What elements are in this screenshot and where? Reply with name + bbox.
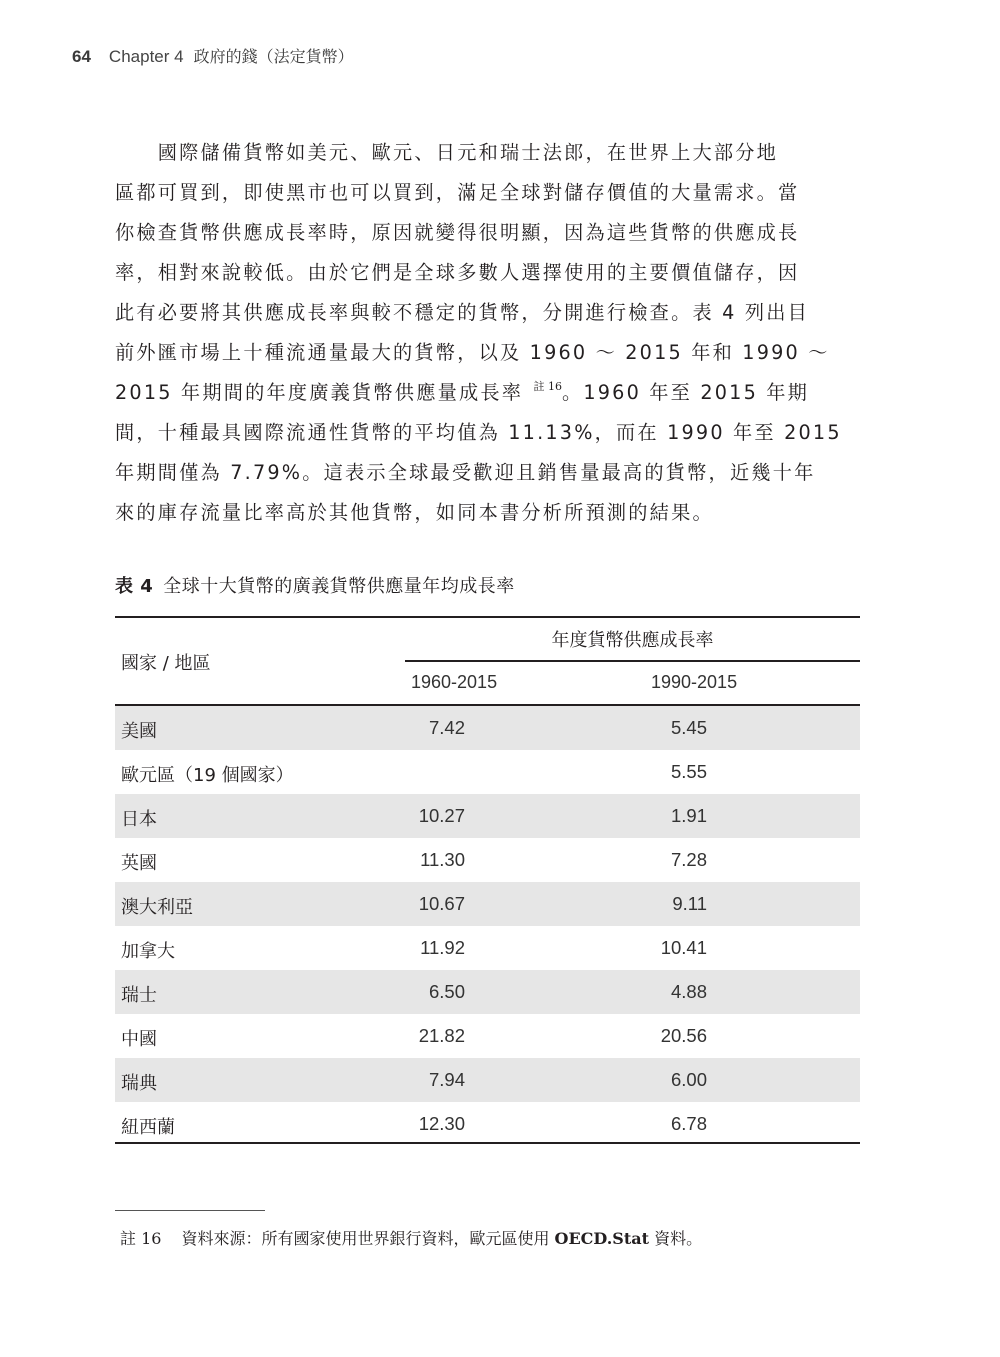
row-value-1960-2015: 6.50 xyxy=(428,981,465,1002)
row-value-1960-2015: 11.92 xyxy=(420,937,465,958)
footnote-text: 資料來源：所有國家使用世界銀行資料，歐元區使用 xyxy=(181,1229,555,1248)
table-row xyxy=(115,1014,860,1058)
table-caption xyxy=(115,572,515,598)
table-top-rule xyxy=(115,616,860,618)
row-country: 中國 xyxy=(121,1029,157,1050)
row-value-1990-2015: 6.78 xyxy=(670,1113,707,1134)
header-country: 國家 / 地區 xyxy=(121,653,211,674)
table-row xyxy=(115,926,860,970)
footnote-label: 註 16 xyxy=(120,1229,162,1248)
row-value-1990-2015: 5.55 xyxy=(670,761,707,782)
table-row xyxy=(115,1058,860,1102)
row-value-1990-2015: 4.88 xyxy=(670,981,707,1002)
table-bottom-rule xyxy=(115,1142,860,1144)
header-group-rule xyxy=(405,660,860,662)
text-line xyxy=(115,373,860,413)
row-value-1990-2015: 10.41 xyxy=(660,937,707,958)
text-line: 你檢查貨幣供應成長率時，原因就變得很明顯，因為這些貨幣的供應成長 xyxy=(115,221,800,244)
row-value-1990-2015: 9.11 xyxy=(672,893,707,914)
row-country: 紐西蘭 xyxy=(121,1117,175,1138)
footnote-reference[interactable]: 註 16 xyxy=(533,380,562,393)
text-line: 區都可買到，即使黑市也可以買到，滿足全球對儲存價值的大量需求。當 xyxy=(115,181,800,204)
text-line: 前外匯市場上十種流通量最大的貨幣，以及 1960 ～ 2015 年和 1990 ～ xyxy=(115,341,830,364)
row-country: 澳大利亞 xyxy=(121,897,193,918)
text-line: 率，相對來說較低。由於它們是全球多數人選擇使用的主要價值儲存，因 xyxy=(115,261,800,284)
table-row xyxy=(115,1102,860,1146)
footnote-source: OECD.Stat xyxy=(554,1229,649,1248)
table-row xyxy=(115,970,860,1014)
row-value-1990-2015: 5.45 xyxy=(670,717,707,738)
text-line: 國際儲備貨幣如美元、歐元、日元和瑞士法郎，在世界上大部分地 xyxy=(115,141,779,164)
page-number: 64 xyxy=(72,47,91,66)
text-line-part: 2015 年期間的年度廣義貨幣供應量成長率 xyxy=(115,381,524,404)
row-value-1990-2015: 1.91 xyxy=(670,805,707,826)
row-value-1960-2015: 10.27 xyxy=(418,805,465,826)
row-value-1990-2015: 6.00 xyxy=(670,1069,707,1090)
text-line: 此有必要將其供應成長率與較不穩定的貨幣，分開進行檢查。表 4 列出目 xyxy=(115,301,810,324)
chapter-label: Chapter 4 xyxy=(108,47,184,66)
row-country: 美國 xyxy=(121,721,157,742)
table-row xyxy=(115,750,860,794)
footnote xyxy=(120,1226,702,1249)
row-value-1960-2015: 21.82 xyxy=(418,1025,465,1046)
table-row xyxy=(115,706,860,750)
row-country: 英國 xyxy=(121,853,157,874)
row-country: 歐元區（19 個國家） xyxy=(121,765,294,786)
row-country: 加拿大 xyxy=(121,941,175,962)
table-row xyxy=(115,882,860,926)
footnote-separator xyxy=(115,1210,265,1211)
row-value-1960-2015: 7.42 xyxy=(428,717,465,738)
text-line: 間，十種最具國際流通性貨幣的平均值為 11.13%，而在 1990 年至 2015 xyxy=(115,421,842,444)
row-country: 日本 xyxy=(121,809,157,830)
row-value-1960-2015: 12.30 xyxy=(418,1113,465,1134)
row-value-1960-2015: 10.67 xyxy=(418,893,465,914)
table-row xyxy=(115,838,860,882)
header-col-1960-2015: 1960-2015 xyxy=(411,672,498,692)
table-row xyxy=(115,794,860,838)
text-line: 年期間僅為 7.79%。這表示全球最受歡迎且銷售量最高的貨幣，近幾十年 xyxy=(115,461,816,484)
header-col-1990-2015: 1990-2015 xyxy=(651,672,738,692)
row-country: 瑞士 xyxy=(121,985,157,1006)
text-line-part: 。1960 年至 2015 年期 xyxy=(561,381,810,404)
chapter-title: 政府的錢（法定貨幣） xyxy=(193,47,354,66)
row-country: 瑞典 xyxy=(121,1073,157,1094)
text-line: 來的庫存流量比率高於其他貨幣，如同本書分析所預測的結果。 xyxy=(115,501,714,524)
running-head xyxy=(72,44,354,67)
row-value-1990-2015: 7.28 xyxy=(670,849,707,870)
row-value-1960-2015: 11.30 xyxy=(420,849,465,870)
table-number: 表 4 xyxy=(115,576,154,597)
footnote-text-end: 資料。 xyxy=(649,1229,703,1248)
row-value-1960-2015: 7.94 xyxy=(428,1069,465,1090)
table-title: 全球十大貨幣的廣義貨幣供應量年均成長率 xyxy=(163,576,515,597)
header-group: 年度貨幣供應成長率 xyxy=(551,630,714,651)
body-paragraph xyxy=(115,133,860,533)
row-value-1990-2015: 20.56 xyxy=(660,1025,707,1046)
